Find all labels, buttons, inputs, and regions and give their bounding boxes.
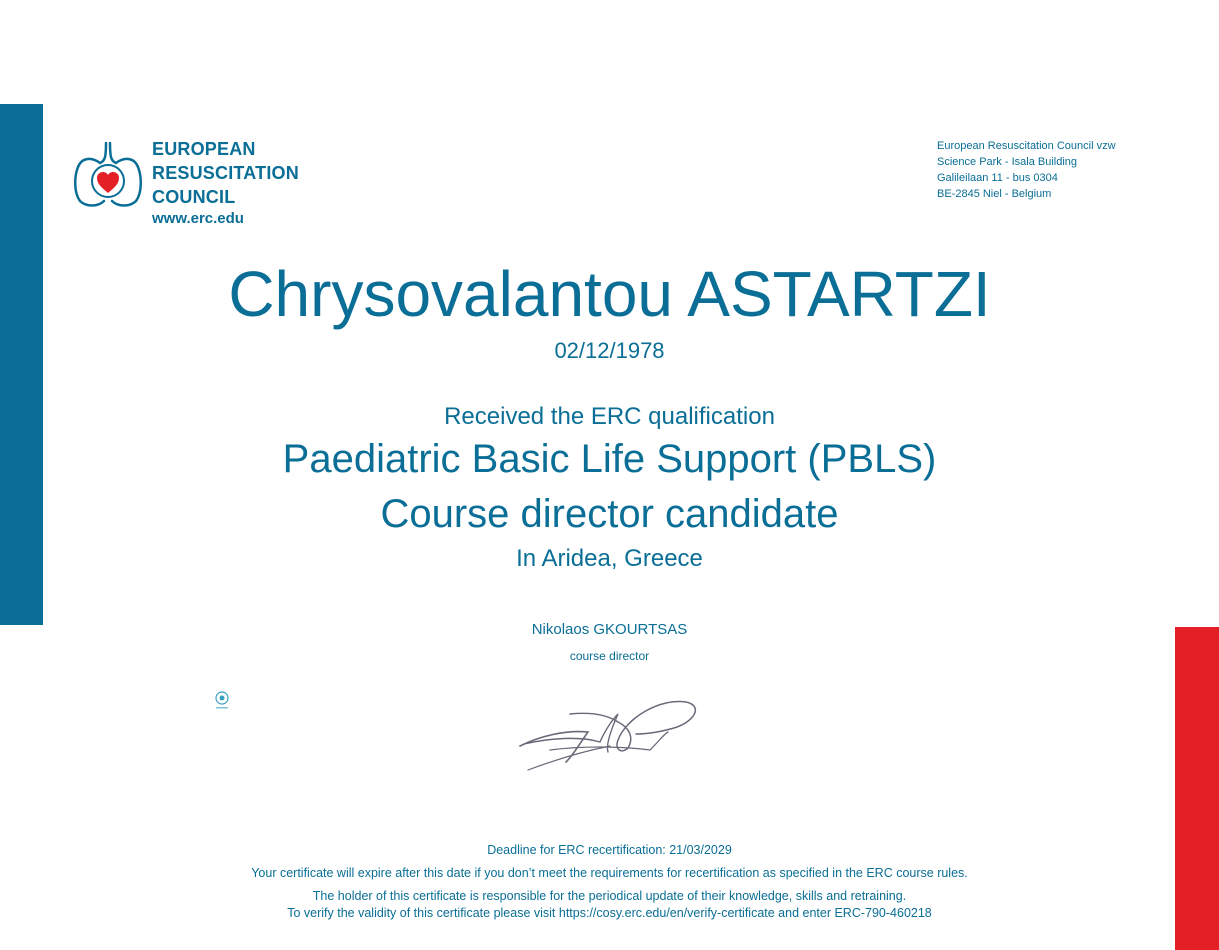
logo-line-2: RESUSCITATION <box>152 163 299 183</box>
expiry-notice: Your certificate will expire after this date if you don’t meet the requirements for recertification as specified in the ERC course rules. <box>251 866 968 880</box>
holder-name: Chrysovalantou ASTARTZI <box>228 258 991 330</box>
verification-notice: To verify the validity of this certificate please visit https://cosy.erc.edu/en/verify-certificate and enter ERC-790-460218 <box>287 906 932 920</box>
director-name: Nikolaos GKOURTSAS <box>531 621 688 638</box>
logo-line-1: EUROPEAN <box>152 139 256 159</box>
received-text: Received the ERC qualification <box>444 403 775 430</box>
address-line-3: Galileilaan 11 - bus 0304 <box>937 172 1058 184</box>
erc-logo <box>72 135 332 235</box>
logo-line-3: COUNCIL <box>152 187 236 207</box>
lungs-heart-icon <box>72 137 144 209</box>
organization-address <box>937 138 1116 202</box>
address-line-4: BE-2845 Niel - Belgium <box>937 188 1052 200</box>
seal-icon <box>213 690 231 712</box>
recertification-deadline: Deadline for ERC recertification: 21/03/2029 <box>487 843 732 857</box>
course-location: In Aridea, Greece <box>516 545 703 572</box>
address-line-2: Science Park - Isala Building <box>937 156 1078 168</box>
director-title: course director <box>569 649 650 663</box>
logo-url: www.erc.edu <box>152 210 244 227</box>
signature <box>510 688 710 778</box>
holder-responsibility: The holder of this certificate is responsible for the periodical update of their knowledge, skills and retraining. <box>312 889 907 903</box>
date-of-birth: 02/12/1978 <box>554 338 665 363</box>
qualification-role: Course director candidate <box>380 492 839 536</box>
logo-wordmark <box>152 137 299 209</box>
qualification-title: Paediatric Basic Life Support (PBLS) <box>282 437 937 481</box>
address-line-1: European Resuscitation Council vzw <box>937 140 1116 152</box>
